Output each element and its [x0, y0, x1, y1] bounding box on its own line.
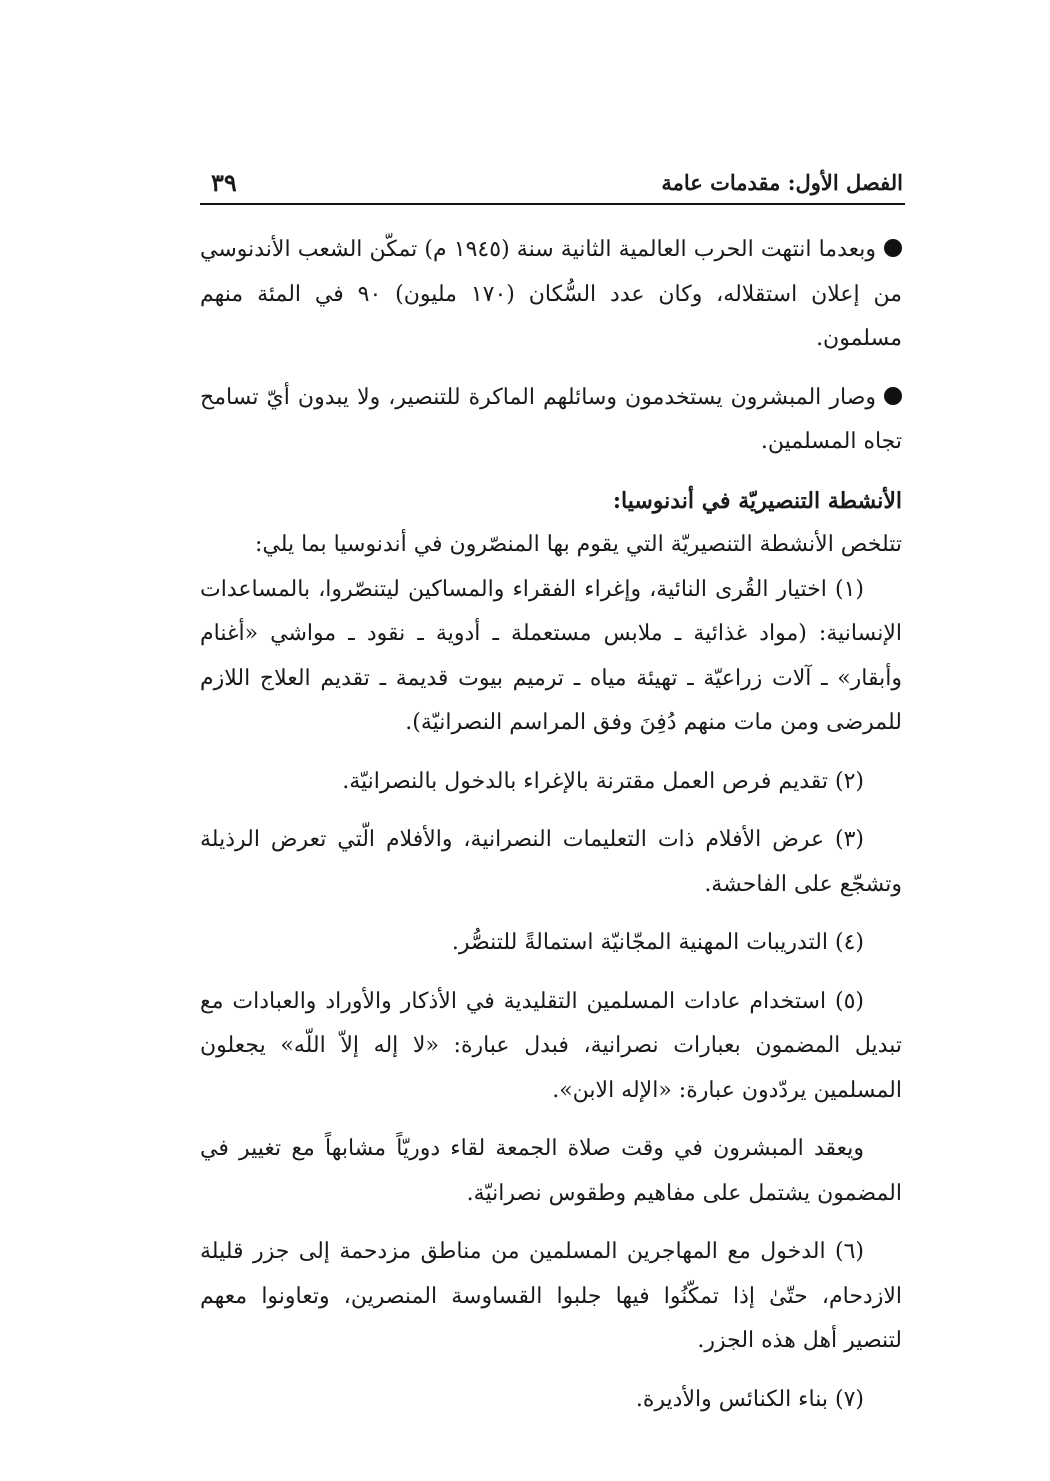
list-item-4: (٤) التدريبات المهنية المجّانيّة استمالةً للتنصُّر. — [451, 930, 864, 955]
paragraph-text: وبعدما انتهت الحرب العالمية الثانية سنة (١٩٤٥ م) تمكّن الشعب الأندنوسي من إعلان استقلاله، وكان عدد السُّكان (١٧٠ مليون) ٩٠ في المئة منهم مسلمون. — [200, 237, 903, 351]
body-text — [200, 228, 902, 1436]
header-rule — [200, 203, 905, 205]
bullet-icon — [884, 387, 902, 405]
bullet-icon — [884, 239, 902, 257]
paragraph-friday: ويعقد المبشرون في وقت صلاة الجمعة لقاء دوريّاً مشابهاً مع تغيير في المضمون يشتمل على مفاهيم وطقوس نصرانيّة. — [200, 1136, 902, 1206]
running-title: الفصل الأول: مقدمات عامة — [661, 170, 903, 195]
running-header — [203, 168, 903, 202]
list-item-2: (٢) تقديم فرص العمل مقترنة بالإغراء بالدخول بالنصرانيّة. — [342, 768, 864, 794]
section-intro: تتلخص الأنشطة التنصيريّة التي يقوم بها المنصّرون في أندنوسيا بما يلي: — [254, 532, 902, 557]
paragraph-missionaries — [200, 376, 902, 465]
paragraph-independence — [200, 228, 902, 362]
list-item-6: (٦) الدخول مع المهاجرين المسلمين من مناطق مزدحمة إلى جزر قليلة الازدحام، حتّىٰ إذا تمكّنُوا فيها جلبوا القساوسة المنصرين، وتعاونوا معهم لتنصير أهل هذه الجزر. — [200, 1239, 902, 1353]
list-item-7: (٧) بناء الكنائس والأديرة. — [635, 1386, 864, 1412]
paragraph-text: وصار المبشرون يستخدمون وسائلهم الماكرة للتنصير، ولا يبدون أيّ تسامح تجاه المسلمين. — [200, 384, 902, 454]
page-number: ٣٩ — [211, 168, 237, 197]
list-item-5: (٥) استخدام عادات المسلمين التقليدية في الأذكار والأوراد والعبادات مع تبديل المضمون بعبارات نصرانية، فبدل عبارة: «لا إله إلاّ اللّه» يجعلون المسلمين يردّدون عبارة: «الإله الابن». — [200, 988, 902, 1103]
section-heading: الأنشطة التنصيريّة في أندنوسيا: — [612, 487, 902, 514]
list-item-3: (٣) عرض الأفلام ذات التعليمات النصرانية، والأفلام الّتي تعرض الرذيلة وتشجّع على الفاحشة. — [200, 827, 902, 897]
list-item-1: (١) اختيار القُرى النائية، وإغراء الفقراء والمساكين ليتنصّروا، بالمساعدات الإنسانية: (مواد غذائية ـ ملابس مستعملة ـ أدوية ـ نقود ـ مواشي «أغنام وأبقار» ـ آلات زراعيّة ـ تهيئة مياه ـ ترميم بيوت قديمة ـ تقديم العلاج اللازم للمرضى ومن مات منهم دُفِنَ وفق المراسم النصرانيّة). — [200, 576, 902, 735]
